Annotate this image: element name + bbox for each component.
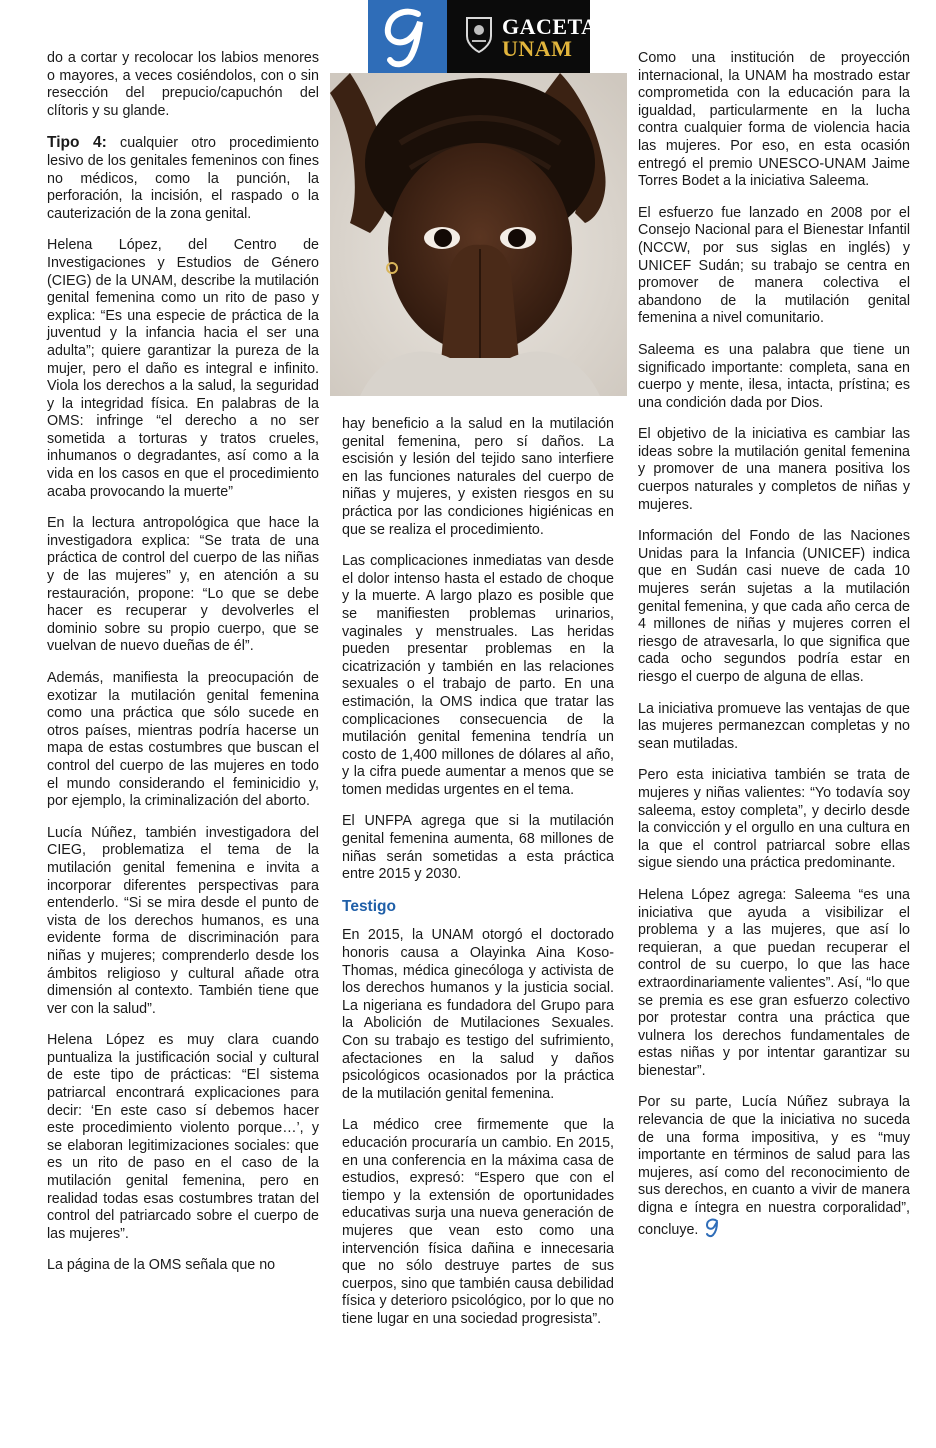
paragraph: Lucía Núñez, también investigadora del CIEG, problematiza el tema de la mutilación genital femenina e invita a incorporar diferentes perspectivas para entenderlo. “Si se mira desde el punto de vista de los derechos humanos, es una evidente forma de discriminación para niñas y mujeres; comprenderlo desde los ámbitos religioso y cultural añade otra dimensión al contexto. También tiene que ver con la salud”.: [47, 824, 319, 1017]
column-1: [47, 50, 319, 1289]
paragraph: Saleema es una palabra que tiene un significado importante: completa, sana en cuerpo y mente, ilesa, intacta, prístina; es una condición dada por Dios.: [638, 341, 910, 411]
paragraph: La página de la OMS señala que no: [47, 1257, 276, 1274]
paragraph: El esfuerzo fue lanzado en 2008 por el Consejo Nacional para el Bienestar Infantil (NCCW, por sus siglas en inglés) y UNICEF Sudán; su trabajo se centra en promover de manera colectiva el abandono de la mutilación genital femenina a nivel comunitario.: [638, 204, 910, 327]
masthead-title-unam: UNAM: [502, 36, 573, 61]
paragraph: Helena López agrega: Saleema “es una iniciativa que ayuda a visibilizar el problema y a las mujeres, que así lo requieran, a que puedan recuperar el control de su cuerpo, lo que las hace extraordinariamente valientes”. Así, “lo que se premia es ese gran esfuerzo colectivo por protestar contra una práctica que vulnera los derechos fundamentales de estas niñas y por intentar garantizar su bienestar”.: [638, 886, 910, 1079]
paragraph: El objetivo de la iniciativa es cambiar las ideas sobre la mutilación genital femenina y promover de una manera positiva los cuerpos naturales y completos de niñas y mujeres.: [638, 426, 910, 513]
final-paragraph: [638, 1094, 910, 1239]
tipo4-paragraph: [47, 134, 319, 223]
paragraph: El UNFPA agrega que si la mutilación genital femenina aumenta, 68 millones de niñas serán sometidas a esta práctica entre 2015 y 2030.: [342, 813, 614, 883]
paragraph: La iniciativa promueve las ventajas de que las mujeres permanezcan completas y no sean mutiladas.: [638, 700, 910, 752]
gaceta-end-mark-icon: [704, 1218, 722, 1238]
paragraph: Información del Fondo de las Naciones Unidas para la Infancia (UNICEF) indica que en Sudán casi nueve de cada 10 mujeres serán sujetas a la mutilación genital femenina, y que cada año cerca de 4 millones de niñas y mujeres corren el riesgo de atravesarla, lo que significa que cada ocho segundos podría estar en riesgo el cuerpo de alguna de ellas.: [638, 528, 910, 685]
paragraph: do a cortar y recolocar los labios menores o mayores, a veces cosiéndolos, con o sin resección del prepucio/capuchón del clítoris y su glande.: [47, 50, 319, 119]
gaceta-logo-block: [368, 0, 447, 73]
paragraph: Además, manifiesta la preocupación de exotizar la mutilación genital femenina como una práctica que sólo sucede en otros países, mientras podría hacerse un mapa de estas costumbres que buscan el control del cuerpo de las mujeres en todo el mundo considerando el feminicidio y, por ejemplo, la criminalización del aborto.: [47, 670, 319, 810]
masthead-title-gaceta: GACETA: [502, 14, 598, 39]
paragraph: Las complicaciones inmediatas van desde el dolor intenso hasta el estado de choque y la muerte. A largo plazo es posible que se manifiesten problemas urinarios, vaginales y menstruales. Las heridas pueden presentar problemas en la cicatrización y también en las relaciones sexuales o el trabajo de parto. En una estimación, la OMS indica que tratar las complicaciones consecuencia de la mutilación genital femenina tendría un costo de 1,400 millones de dólares al año, y la cifra puede aumentar a menos que se tomen medidas urgentes en el tema.: [342, 553, 614, 798]
tipo4-text: cualquier otro procedimiento lesivo de los genitales femeninos con fines no médicos, como la punción, la perforación, la incisión, el raspado o la cauterización de la zona genital.: [47, 135, 319, 222]
paragraph-text: Por su parte, Lucía Núñez subraya la relevancia de que la iniciativa no suceda de una forma impositiva, y es “muy importante en términos de salud para las mujeres, así como del reconocimiento de sus derechos, en cuanto a vivir de manera digna e íntegra en nuestra corporalidad”, concluye.: [638, 1094, 910, 1238]
paragraph: Pero esta iniciativa también se trata de mujeres y niñas valientes: “Yo todavía soy saleema, estoy completa”, y decirlo desde la convicción y el orgullo en una cultura en la que el control patriarcal sobre ellas sigue siendo una práctica predominante.: [638, 767, 910, 872]
paragraph: Helena López, del Centro de Investigaciones y Estudios de Género (CIEG) de la UNAM, describe la mutilación genital femenina como un rito de paso y explica: “Es una especie de práctica de la juventud y la infancia hacia el ser una adulta”; quiere garantizar la pureza de la mujer, pero el daño es integral e infinito. Viola los derechos a la salud, la seguridad y la integridad física. En palabras de la OMS: infringe “el derecho a no ser sometida a torturas y tratos crueles, inhumanos o degradantes, así como a la vida en los casos en que el procedimiento acaba provocando la muerte”: [47, 237, 319, 500]
paragraph: hay beneficio a la salud en la mutilación genital femenina, pero sí daños. La escisión y lesión del tejido sano interfiere en las funciones naturales del cuerpo de niñas y mujeres, y existen riesgos en su práctica por las condiciones higiénicas en que se realiza el procedimiento.: [342, 416, 614, 538]
article-photo: [330, 73, 627, 396]
paragraph: Como una institución de proyección internacional, la UNAM ha mostrado estar comprometida con la educación para la igualdad, particularmente en la lucha contra cualquier forma de violencia hacia las mujeres. Por eso, en esta ocasión entregó el premio UNESCO-UNAM Jaime Torres Bodet a la iniciativa Saleema.: [638, 50, 910, 190]
paragraph: Helena López es muy clara cuando puntualiza la justificación social y cultural de este tipo de prácticas: “El sistema patriarcal encontrará explicaciones para decir: ‘En este caso sí debemos hacer este procedimiento violento porque…’, y se elaboran legitimizaciones sociales: que es un rito de paso en el caso de la mutilación genital femenina, pero en realidad todas esas costumbres tratan del control del patriarcado sobre el cuerpo de las mujeres”.: [47, 1032, 319, 1242]
tipo4-label: Tipo 4:: [47, 134, 107, 152]
paragraph: En 2015, la UNAM otorgó el doctorado honoris causa a Olayinka Aina Koso-Thomas, médica ginecóloga y activista de los derechos humanos y la justicia social. La nigeriana es fundadora del Grupo para la Abolición de Mutilaciones Sexuales. Con su trabajo es testigo del sufrimiento, afectaciones en la salud y daños psicológicos ocasionados por la práctica de la mutilación genital femenina.: [342, 927, 614, 1102]
column-2: [342, 416, 614, 1343]
child-praying-photo: [330, 73, 627, 396]
gaceta-g-logo-icon: [368, 0, 447, 73]
paragraph: La médico cree firmemente que la educación procuraría un cambio. En 2015, en una conferencia en la máxima casa de estudios, expresó: “Espero que con el tiempo y la extensión de oportunidades educativas surja una nueva generación de mujeres que vean esto como una intervención física dañina e innecesaria que no sólo destruye partes de sus cuerpos, sino que también causa debilidad física y deterioro psicológico, por lo que no tiene lugar en una sociedad progresista”.: [342, 1117, 614, 1327]
column-3: [638, 50, 910, 1253]
masthead: [368, 0, 598, 73]
unam-crest-icon: [464, 14, 494, 54]
section-subhead-testigo: Testigo: [342, 897, 396, 915]
paragraph: En la lectura antropológica que hace la investigadora explica: “Se trata de una práctica de control del cuerpo de las niñas y de las mujeres” y, en atención a su restauración, propone: “Lo que se debe hacer es recuperar y devolverles el dominio sobre su propio cuerpo, que se vuelvan de nuevo dueñas de él”.: [47, 515, 319, 655]
